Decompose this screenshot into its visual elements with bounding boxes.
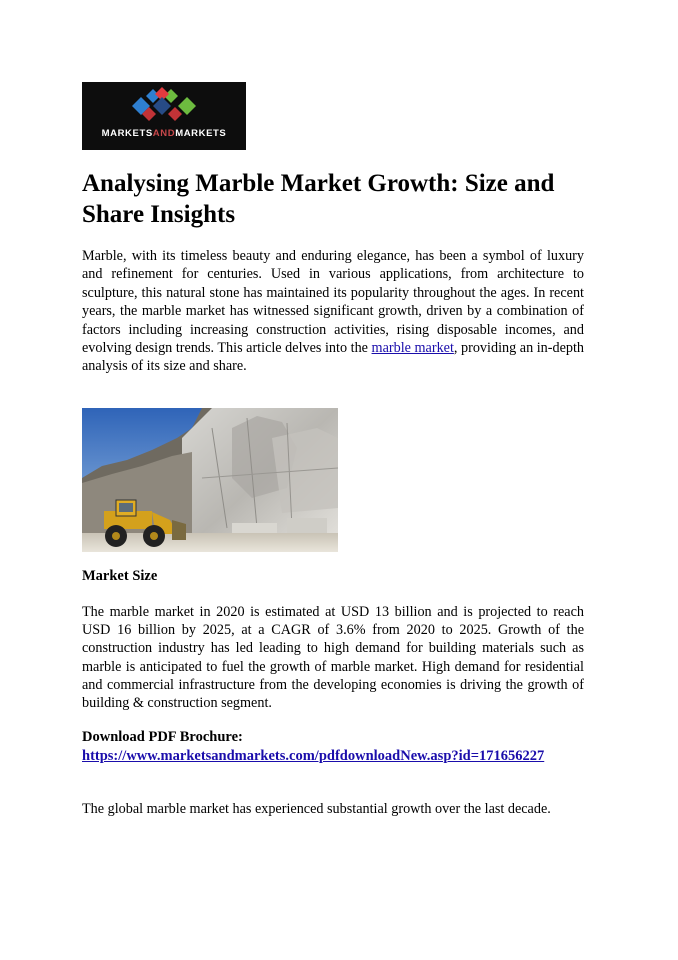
intro-text: Marble, with its timeless beauty and enduring elegance, has been a symbol of luxury and refinement for centuries. Used in various applications, from architecture to sculpture, this natural stone has maintained its popularity throughout the ages. In recent years, the marble market has witnessed significant growth, driven by a combination of factors including increasing construction activities, rising disposable incomes, and evolving design trends. This article delves into the [82,248,584,357]
logo-wordmark: MARKETSANDMARKETS [101,128,227,139]
marketsandmarkets-logo[interactable] [82,82,246,150]
article-title: Analysing Marble Market Growth: Size and Share Insights [82,170,555,228]
download-brochure [82,728,592,766]
closing-paragraph: The global marble market has experienced substantial growth over the last decade. [82,801,551,817]
download-brochure-link[interactable]: https://www.marketsandmarkets.com/pdfdownloadNew.asp?id=171656227 [82,748,545,764]
market-size-heading: Market Size [82,568,158,584]
download-label: Download PDF Brochure: [82,729,243,745]
market-size-paragraph: The marble market in 2020 is estimated at USD 13 billion and is projected to reach USD 16 billion by 2025, at a CAGR of 3.6% from 2020 to 2025. Growth of the construction industry has led leading to high demand for building materials such as marble is anticipated to fuel the growth of marble market. High demand for residential and commercial infrastructure from the developing economies is driving the growth of building & construction segment. [82,604,584,712]
intro-tail: , providing an in-depth analysis of its size and share. [82,340,585,375]
logo-diamonds-icon [82,82,246,128]
intro-paragraph [82,247,584,376]
marble-quarry-photo [82,408,338,552]
marble-market-link[interactable]: marble market [371,340,454,357]
